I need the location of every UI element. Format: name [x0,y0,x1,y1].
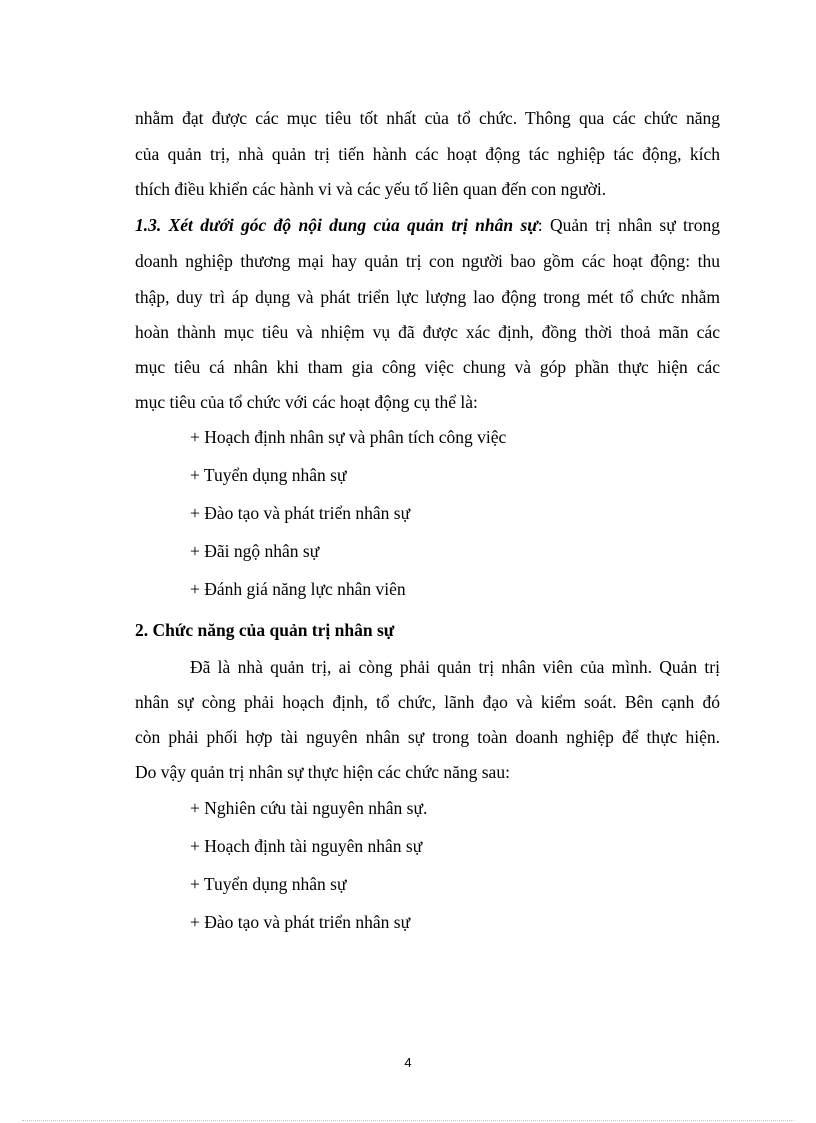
paragraph-line: thập, duy trì áp dụng và phát triển lực lượng lao động trong mét tổ chức nhằm [135,287,720,307]
footer-divider [22,1120,794,1121]
paragraph-line: hoàn thành mục tiêu và nhiệm vụ đã được xác định, đồng thời thoả mãn các [135,322,720,342]
paragraph-line: nhằm đạt được các mục tiêu tốt nhất của tổ chức. Thông qua các chức năng [135,108,720,128]
paragraph-line: của quản trị, nhà quản trị tiến hành các hoạt động tác nghiệp tác động, kích [135,144,720,164]
list-item: + Nghiên cứu tài nguyên nhân sự. [190,798,428,818]
section-1-3-heading: 1.3. Xét dưới góc độ nội dung của quản trị nhân sự [135,215,538,235]
list-item: + Tuyển dụng nhân sự [190,465,347,485]
paragraph-line: Do vậy quản trị nhân sự thực hiện các chức năng sau: [135,762,510,782]
list-item: + Hoạch định nhân sự và phân tích công việc [190,427,507,447]
paragraph-line: mục tiêu cá nhân khi tham gia công việc chung và góp phần thực hiện các [135,357,720,377]
paragraph-line: còn phải phối hợp tài nguyên nhân sự trong toàn doanh nghiệp để thực hiện. [135,727,720,747]
list-item: + Đào tạo và phát triển nhân sự [190,503,411,523]
paragraph-line: mục tiêu của tổ chức với các hoạt động cụ thể là: [135,392,478,412]
list-item: + Tuyển dụng nhân sự [190,874,347,894]
paragraph-line: nhân sự còng phải hoạch định, tổ chức, lãnh đạo và kiểm soát. Bên cạnh đó [135,692,720,712]
list-item: + Đánh giá năng lực nhân viên [190,579,406,599]
section-1-3-heading-suffix: : Quản trị nhân sự trong [537,215,720,235]
paragraph-line: doanh nghiệp thương mại hay quản trị con người bao gồm các hoạt động: thu [135,251,720,271]
section-1-3-heading-line [135,213,720,237]
paragraph-line: Đã là nhà quản trị, ai còng phải quản trị nhân viên của mình. Quản trị [190,657,720,677]
list-item: + Hoạch định tài nguyên nhân sự [190,836,423,856]
list-item: + Đào tạo và phát triển nhân sự [190,912,411,932]
section-2-heading: 2. Chức năng của quản trị nhân sự [135,620,395,640]
list-item: + Đãi ngộ nhân sự [190,541,320,561]
page-number: 4 [404,1055,412,1070]
paragraph-line: thích điều khiển các hành vi và các yếu tố liên quan đến con người. [135,179,607,199]
